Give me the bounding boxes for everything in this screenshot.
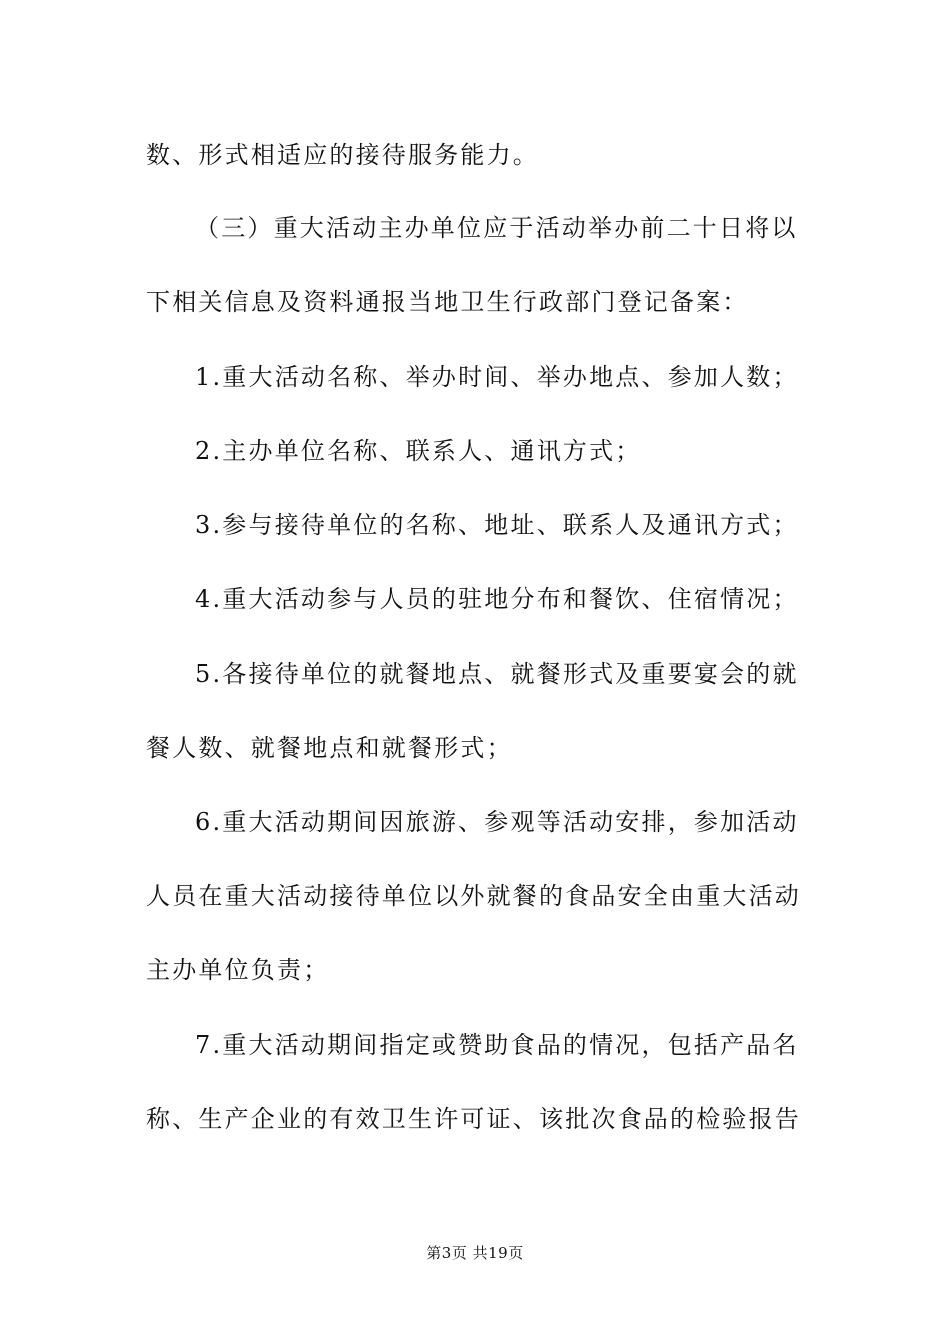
- text-line: 下相关信息及资料通报当地卫生行政部门登记备案：: [146, 288, 749, 316]
- list-item: 7.重大活动期间指定或赞助食品的情况，包括产品名: [195, 1031, 799, 1059]
- list-item: 5.各接待单位的就餐地点、就餐形式及重要宴会的就: [195, 660, 799, 688]
- list-item: 1.重大活动名称、举办时间、举办地点、参加人数；: [195, 363, 799, 391]
- text-line: （三）重大活动主办单位应于活动举办前二十日将以: [195, 214, 798, 242]
- text-line: 主办单位负责；: [146, 956, 330, 984]
- list-item: 4.重大活动参与人员的驻地分布和餐饮、住宿情况；: [195, 585, 799, 613]
- list-item: 2.主办单位名称、联系人、通讯方式；: [195, 437, 642, 465]
- page-number: 第3页 共19页: [426, 1244, 524, 1262]
- list-item: 3.参与接待单位的名称、地址、联系人及通讯方式；: [195, 511, 799, 539]
- list-item: 6.重大活动期间因旅游、参观等活动安排，参加活动: [195, 808, 799, 836]
- text-line: 数、形式相适应的接待服务能力。: [146, 141, 539, 169]
- text-line: 人员在重大活动接待单位以外就餐的食品安全由重大活动: [146, 882, 801, 910]
- text-line: 餐人数、就餐地点和就餐形式；: [146, 734, 513, 762]
- text-line: 称、生产企业的有效卫生许可证、该批次食品的检验报告: [146, 1105, 801, 1133]
